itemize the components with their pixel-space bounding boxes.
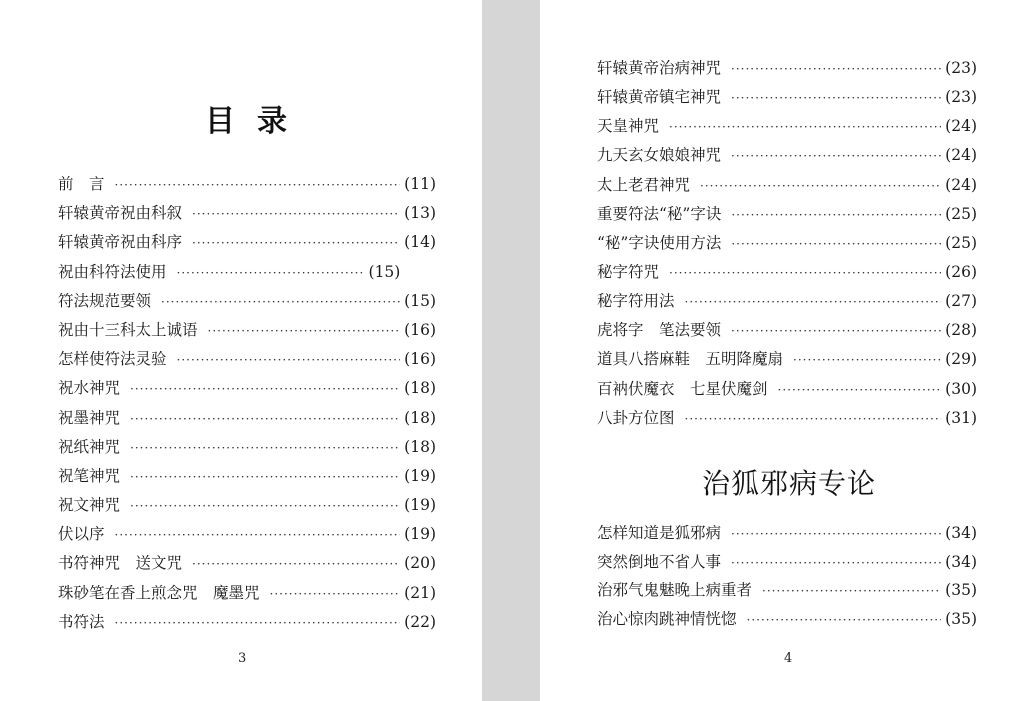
toc-entry-title: 祝纸神咒: [58, 437, 121, 456]
leader-dots: [778, 383, 942, 397]
toc-entry-title: 突然倒地不省人事: [597, 552, 722, 571]
toc-entry: [597, 231, 977, 260]
toc-entry-page: (21): [404, 583, 436, 602]
toc-entry-title: 秘字符咒: [597, 262, 660, 281]
toc-entry-page: (18): [404, 437, 436, 456]
toc-entry-page: (27): [945, 292, 977, 311]
toc-entry-title: 书符神咒 送文咒: [58, 554, 183, 573]
toc-entry-page: (13): [404, 204, 436, 223]
toc-heading: 目录: [205, 104, 309, 139]
leader-dots: [208, 324, 401, 338]
toc-entry: [58, 230, 436, 259]
toc-entry-title: 书符法: [58, 612, 105, 631]
toc-entry: [597, 114, 977, 143]
toc-entry-page: (19): [404, 496, 436, 515]
toc-entry-title: 虎将字 笔法要领: [597, 321, 722, 340]
toc-entry-page: (29): [945, 350, 977, 369]
leader-dots: [731, 324, 941, 338]
leader-dots: [130, 499, 400, 513]
toc-entry: [58, 610, 436, 639]
leader-dots: [731, 62, 941, 76]
toc-entry: [597, 521, 977, 550]
leader-dots: [192, 236, 400, 250]
toc-entry: [58, 522, 436, 551]
toc-entry: [597, 289, 977, 318]
leader-dots: [762, 584, 941, 598]
toc-entry-page: (19): [404, 525, 436, 544]
toc-entry: [58, 347, 436, 376]
toc-list-right: [597, 56, 977, 435]
toc-entry-page: (34): [945, 552, 977, 571]
toc-entry: [58, 435, 436, 464]
toc-entry: [597, 143, 977, 172]
leader-dots: [731, 208, 941, 222]
toc-entry-title: 祝墨神咒: [58, 408, 121, 427]
toc-entry-page: (26): [945, 262, 977, 281]
leader-dots: [192, 557, 400, 571]
toc-entry-page: (25): [945, 204, 977, 223]
toc-entry-title: 珠砂笔在香上煎念咒 魔墨咒: [58, 583, 260, 602]
toc-entry: [58, 201, 436, 230]
toc-entry: [58, 551, 436, 580]
leader-dots: [731, 527, 941, 541]
toc-entry-title: 九天玄女娘娘神咒: [597, 146, 722, 165]
toc-entry: [58, 464, 436, 493]
leader-dots: [177, 266, 365, 280]
toc-entry-page: (15): [368, 262, 401, 281]
toc-entry: [58, 318, 436, 347]
leader-dots: [161, 295, 400, 309]
toc-entry-page: (15): [404, 291, 436, 310]
toc-entry: [597, 260, 977, 289]
leader-dots: [130, 441, 400, 455]
toc-entry: [597, 85, 977, 114]
toc-entry-page: (18): [404, 379, 436, 398]
leader-dots: [685, 295, 942, 309]
toc-entry-page: (30): [945, 379, 977, 398]
leader-dots: [130, 412, 400, 426]
toc-entry-page: (24): [945, 117, 977, 136]
toc-entry-title: 治邪气鬼魅晚上病重者: [597, 581, 753, 600]
toc-entry-page: (14): [404, 233, 436, 252]
toc-entry-title: 祝文神咒: [58, 496, 121, 515]
toc-entry-title: 治心惊肉跳神情恍惚: [597, 610, 737, 629]
toc-entry-page: (11): [404, 175, 436, 193]
toc-entry-page: (22): [404, 612, 436, 631]
toc-entry-title: 轩辕黄帝祝由科叙: [58, 204, 183, 223]
toc-entry-page: (25): [945, 233, 977, 252]
toc-entry: [597, 578, 977, 607]
toc-entry-title: 前 言: [58, 175, 105, 193]
toc-entry-page: (35): [945, 581, 977, 600]
toc-list-left: [58, 172, 436, 639]
toc-entry-page: (18): [404, 408, 436, 427]
leader-dots: [747, 613, 942, 627]
toc-entry-title: 道具八搭麻鞋 五明降魔扇: [597, 350, 784, 369]
toc-entry-page: (16): [404, 350, 436, 369]
toc-entry-title: 祝由十三科太上诚语: [58, 320, 198, 339]
leader-dots: [177, 353, 401, 367]
toc-entry-title: 怎样知道是狐邪病: [597, 524, 722, 542]
toc-entry-page: (20): [404, 554, 436, 573]
toc-entry-page: (31): [945, 408, 977, 427]
book-gutter: [482, 0, 540, 701]
toc-entry: [597, 173, 977, 202]
toc-entry-title: 怎样使符法灵验: [58, 350, 167, 369]
toc-entry-title: 天皇神咒: [597, 117, 660, 136]
leader-dots: [115, 178, 401, 192]
toc-entry: [58, 289, 436, 318]
leader-dots: [270, 587, 401, 601]
toc-entry-title: “秘”字诀使用方法: [597, 233, 722, 252]
toc-entry: [597, 377, 977, 406]
toc-entry-title: 轩辕黄帝治病神咒: [597, 59, 722, 77]
toc-entry-title: 重要符法“秘”字诀: [597, 204, 722, 223]
toc-entry-title: 秘字符用法: [597, 292, 675, 311]
leader-dots: [130, 382, 400, 396]
leader-dots: [130, 470, 400, 484]
leader-dots: [731, 556, 941, 570]
leader-dots: [192, 207, 400, 221]
toc-entry: [597, 318, 977, 347]
leader-dots: [731, 149, 941, 163]
toc-entry-page: (35): [945, 610, 977, 629]
toc-entry: [597, 347, 977, 376]
toc-entry-page: (23): [945, 88, 977, 107]
leader-dots: [115, 528, 401, 542]
toc-entry-page: (16): [404, 320, 436, 339]
toc-entry: [58, 581, 436, 610]
toc-entry: [58, 493, 436, 522]
toc-entry-page: (19): [404, 466, 436, 485]
toc-entry-title: 轩辕黄帝祝由科序: [58, 233, 183, 252]
toc-entry: [58, 172, 436, 201]
leader-dots: [793, 353, 941, 367]
toc-entry-page: (34): [945, 524, 977, 542]
section-heading: 治狐邪病专论: [702, 467, 877, 500]
toc-entry-title: 百衲伏魔衣 七星伏魔剑: [597, 379, 768, 398]
toc-entry: [597, 406, 977, 435]
toc-entry-title: 祝笔神咒: [58, 466, 121, 485]
toc-entry-page: (24): [945, 146, 977, 165]
toc-entry: [58, 406, 436, 435]
page-number-right: 4: [784, 651, 793, 666]
leader-dots: [669, 120, 941, 134]
toc-entry: [597, 56, 977, 85]
toc-entry: [597, 550, 977, 579]
toc-entry-title: 祝水神咒: [58, 379, 121, 398]
leader-dots: [685, 412, 942, 426]
toc-entry-title: 轩辕黄帝镇宅神咒: [597, 88, 722, 107]
toc-entry-page: (23): [945, 59, 977, 77]
toc-entry-title: 符法规范要领: [58, 291, 152, 310]
toc-list-section: [597, 521, 977, 636]
toc-entry-page: (24): [945, 175, 977, 194]
toc-entry-title: 祝由科符法使用: [58, 262, 167, 281]
toc-entry-title: 伏以序: [58, 525, 105, 544]
toc-entry-page: (28): [945, 321, 977, 340]
leader-dots: [669, 266, 941, 280]
toc-entry: [597, 607, 977, 636]
toc-entry-title: 八卦方位图: [597, 408, 675, 427]
toc-entry: [597, 202, 977, 231]
leader-dots: [731, 91, 941, 105]
toc-entry: [58, 260, 436, 289]
toc-entry: [58, 376, 436, 405]
leader-dots: [700, 179, 941, 193]
leader-dots: [731, 237, 941, 251]
page-number-left: 3: [238, 651, 247, 666]
leader-dots: [115, 616, 401, 630]
toc-entry-title: 太上老君神咒: [597, 175, 691, 194]
